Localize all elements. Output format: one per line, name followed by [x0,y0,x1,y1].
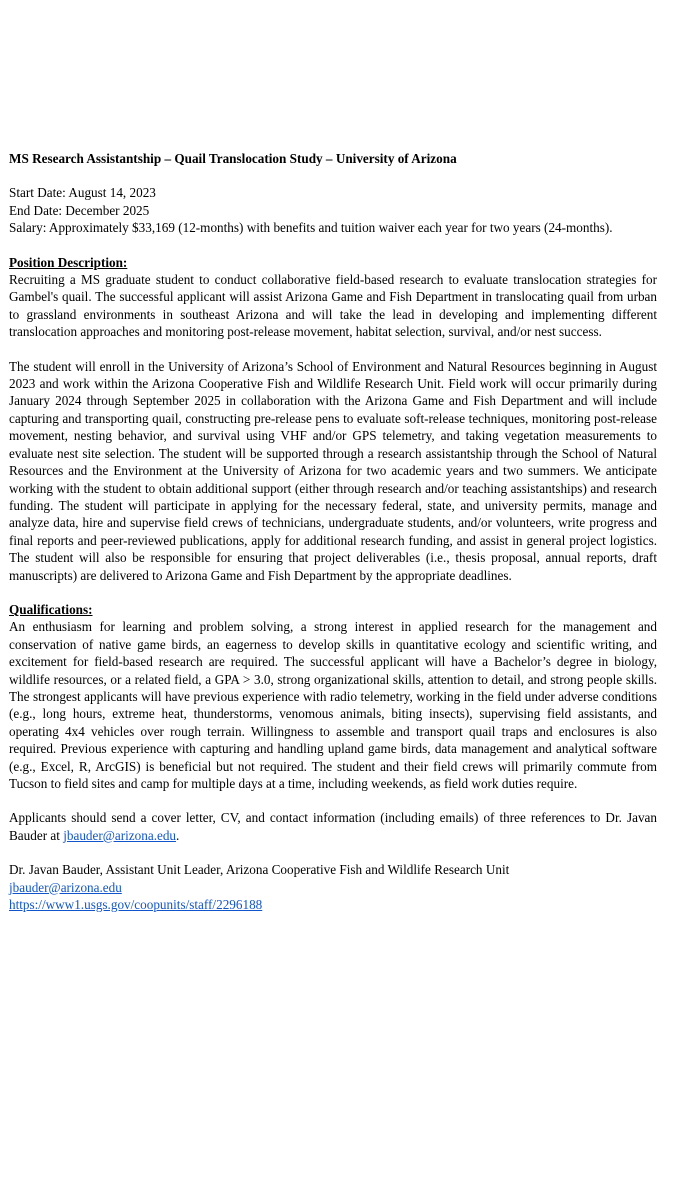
position-paragraph-1: Recruiting a MS graduate student to conduct collaborative field-based research to evaluate translocation strategies for Gambel's quail. The successful applicant will assist Arizona Game and Fish Department in translocating quail from urban to grassland environments in southeast Arizona and will take the lead in developing and implementing different translocation approaches and monitoring post-release movement, habitat selection, survival, and/or nest success. [9,272,657,340]
start-date: Start Date: August 14, 2023 [9,185,156,201]
apply-text: Applicants should send a cover letter, CV, and contact information (including emails) of three references to Dr. Javan Bauder at [9,810,657,843]
document-title: MS Research Assistantship – Quail Translocation Study – University of Arizona [9,151,457,166]
end-date: End Date: December 2025 [9,202,150,218]
position-paragraph-2: The student will enroll in the University of Arizona’s School of Environment and Natural Resources beginning in August 2023 and work within the Arizona Cooperative Fish and Wildlife Research Unit. Field work will occur primarily during January 2024 through September 2025 in collaboration with the Arizona Game and Fish Department and will include capturing and transporting quail, constructing pre-release pens to evaluate soft-release techniques, monitoring post-release movement, nesting behavior, and survival using VHF and/or GPS telemetry, and taking vegetation measurements to evaluate nest site selection. The student will be supported through a research assistantship through the School of Natural Resources and the Environment at the University of Arizona for two academic years and two summers. We anticipate working with the student to obtain additional support (either through research and/or teaching assistantships) and research funding. The student will participate in applying for the necessary federal, state, and university permits, manage and analyze data, hire and supervise field crews of technicians, undergraduate students, and/or volunteers, write progress and final reports and peer-reviewed publications, apply for additional research funding, and assist in general project logistics. The student will also be responsible for ensuring that project deliverables (i.e., thesis proposal, annual reports, draft manuscripts) are delivered to Arizona Game and Fish Department by the appropriate deadlines. [9,358,657,583]
apply-email-link[interactable]: jbauder@arizona.edu [63,827,177,843]
qualifications-heading: Qualifications: [9,601,93,617]
apply-paragraph [9,809,657,844]
position-heading: Position Description: [9,254,128,270]
contact-url-link[interactable]: https://www1.usgs.gov/coopunits/staff/2296188 [9,897,263,913]
contact-email-link[interactable]: jbauder@arizona.edu [9,879,122,895]
qualifications-paragraph: An enthusiasm for learning and problem solving, a strong interest in applied research for the management and conservation of native game birds, an eagerness to develop skills in quantitative ecology and scientific writing, and excitement for field-based research are required. The successful applicant will have a Bachelor’s degree in biology, wildlife resources, or a related field, a GPA > 3.0, strong organizational skills, attention to detail, and strong people skills. The strongest applicants will have previous experience with radio telemetry, working in the field under adverse conditions (e.g., long hours, extreme heat, thunderstorms, venomous animals, biting insects), supervising field assistants, and operating 4x4 vehicles over rough terrain. Willingness to assemble and transport quail traps and enclosures is also required. Previous experience with capturing and handling upland game birds, data management and analytical software (e.g., Excel, R, ArcGIS) is beneficial but not required. The student and their field crews will primarily commute from Tucson to field sites and camp for multiple days at a time, including weekends, as field work duties require. [9,619,657,791]
apply-end: . [176,827,180,843]
document-page [9,150,657,913]
salary: Salary: Approximately $33,169 (12-months) with benefits and tuition waiver each year for two years (24-months). [9,220,613,236]
contact-name: Dr. Javan Bauder, Assistant Unit Leader, Arizona Cooperative Fish and Wildlife Research Unit [9,862,510,878]
